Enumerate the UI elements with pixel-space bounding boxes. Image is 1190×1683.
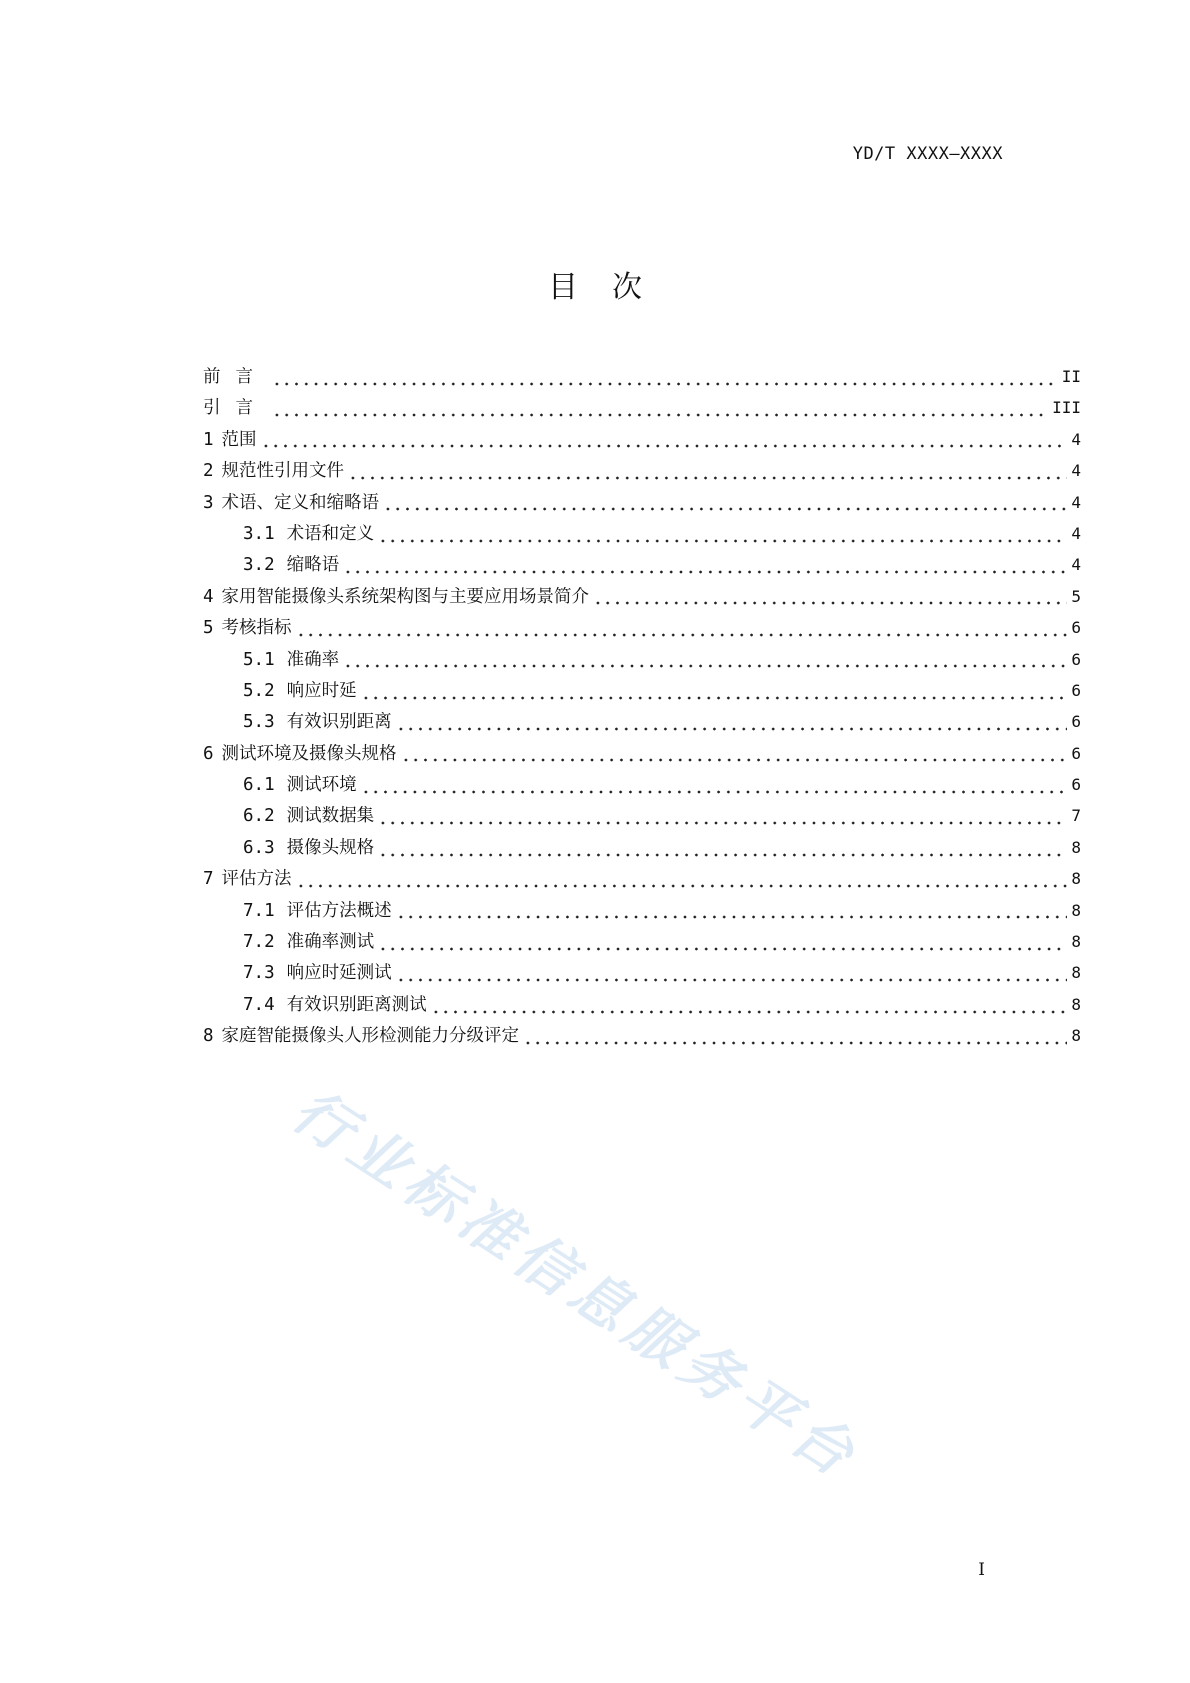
page-number: I [978,1560,985,1580]
toc-entry-page: 8 [1071,869,1081,889]
table-of-contents [203,361,1081,1052]
toc-entry-number: 2 [203,461,214,482]
toc-entry[interactable] [203,675,1081,706]
toc-dot-leader [383,507,1067,511]
document-code: YD/T XXXX—XXXX [852,144,1003,164]
toc-dot-leader [396,915,1068,919]
toc-entry-number: 5.2 [243,680,275,701]
watermark: 行业标准信息服务平台 [280,1075,872,1493]
toc-entry-number: 7 [203,869,214,890]
toc-entry-page: 6 [1071,775,1081,795]
toc-entry-label: 范围 [221,429,257,450]
toc-entry-label: 响应时延测试 [286,963,392,984]
toc-entry-page: III [1052,398,1081,418]
toc-entry-page: 7 [1071,806,1081,826]
toc-entry-page: 8 [1071,994,1081,1014]
toc-entry[interactable] [203,487,1081,518]
toc-entry-label: 响应时延 [286,680,357,701]
toc-entry-number: 6.2 [243,806,275,827]
toc-dot-leader [396,727,1068,731]
toc-dot-leader [296,633,1068,637]
toc-dot-leader [261,444,1068,448]
toc-entry-page: 6 [1071,712,1081,732]
toc-entry-label: 测试环境及摄像头规格 [221,743,397,764]
toc-entry-page: 6 [1071,618,1081,638]
toc-entry[interactable] [203,424,1081,455]
toc-entry-number: 4 [203,586,214,607]
toc-dot-leader [272,413,1048,417]
toc-entry[interactable] [203,518,1081,549]
toc-entry-label: 缩略语 [286,555,340,576]
toc-entry[interactable] [203,895,1081,926]
toc-entry-page: 4 [1071,492,1081,512]
toc-entry[interactable] [203,800,1081,831]
toc-dot-leader [272,382,1058,386]
toc-entry-label: 准确率 [286,649,340,670]
toc-dot-leader [396,978,1068,982]
toc-entry-page: 8 [1071,837,1081,857]
toc-dot-leader [378,539,1067,543]
toc-entry-page: 8 [1071,1026,1081,1046]
toc-dot-leader [361,696,1068,700]
toc-entry-label: 评估方法 [221,869,292,890]
toc-entry-number: 7.1 [243,900,275,921]
toc-entry[interactable] [203,863,1081,894]
toc-entry-label: 规范性引用文件 [221,461,345,482]
page-title: 目次 [548,270,676,305]
toc-dot-leader [378,853,1067,857]
toc-entry-number: 5 [203,618,214,639]
toc-entry-page: 6 [1071,649,1081,669]
toc-entry[interactable] [203,1020,1081,1051]
toc-entry-label: 考核指标 [221,618,292,639]
toc-entry[interactable] [203,612,1081,643]
toc-entry-label: 家庭智能摄像头人形检测能力分级评定 [221,1026,520,1047]
toc-entry-page: 4 [1071,461,1081,481]
toc-entry-label: 测试数据集 [286,806,375,827]
toc-dot-leader [296,884,1068,888]
toc-entry-label: 术语和定义 [286,523,375,544]
toc-entry[interactable] [203,957,1081,988]
toc-entry-page: 8 [1071,963,1081,983]
toc-entry[interactable] [203,926,1081,957]
toc-dot-leader [593,601,1067,605]
toc-entry-number: 3 [203,492,214,513]
toc-entry-page: 6 [1071,680,1081,700]
toc-entry-label: 测试环境 [286,775,357,796]
toc-entry-page: II [1061,367,1081,386]
toc-dot-leader [523,1041,1067,1045]
toc-dot-leader [378,947,1067,951]
toc-dot-leader [343,664,1067,668]
toc-entry[interactable] [203,738,1081,769]
toc-entry[interactable] [203,392,1081,423]
toc-entry-page: 5 [1071,586,1081,606]
toc-dot-leader [401,758,1068,762]
toc-entry-label: 术语、定义和缩略语 [221,492,380,513]
toc-entry[interactable] [203,455,1081,486]
toc-entry[interactable] [203,549,1081,580]
toc-entry-page: 8 [1071,932,1081,952]
toc-entry-label: 引言 [203,398,268,419]
toc-entry-number: 6.3 [243,837,275,858]
toc-entry-number: 6 [203,743,214,764]
toc-entry-number: 5.3 [243,712,275,733]
toc-entry-label: 准确率测试 [286,932,375,953]
toc-entry-label: 前言 [203,367,268,387]
toc-entry-page: 4 [1071,429,1081,449]
toc-entry[interactable] [203,832,1081,863]
toc-entry-label: 评估方法概述 [286,900,392,921]
toc-entry-label: 摄像头规格 [286,837,375,858]
toc-entry-page: 4 [1071,555,1081,575]
toc-entry-number: 1 [203,429,214,450]
toc-entry[interactable] [203,769,1081,800]
toc-entry-number: 6.1 [243,775,275,796]
toc-entry-number: 7.3 [243,963,275,984]
toc-entry[interactable] [203,361,1081,392]
toc-entry-number: 3.2 [243,555,275,576]
toc-dot-leader [343,570,1067,574]
toc-dot-leader [361,790,1068,794]
toc-entry[interactable] [203,581,1081,612]
toc-entry[interactable] [203,644,1081,675]
toc-entry-label: 有效识别距离测试 [286,994,427,1015]
toc-dot-leader [378,821,1067,825]
toc-entry[interactable] [203,989,1081,1020]
toc-entry-page: 4 [1071,523,1081,543]
toc-entry-number: 5.1 [243,649,275,670]
toc-entry-number: 3.1 [243,523,275,544]
toc-entry-label: 有效识别距离 [286,712,392,733]
toc-entry-page: 8 [1071,900,1081,920]
toc-entry[interactable] [203,706,1081,737]
toc-entry-number: 7.2 [243,932,275,953]
toc-entry-page: 6 [1071,743,1081,763]
toc-dot-leader [431,1010,1068,1014]
toc-entry-number: 7.4 [243,994,275,1015]
toc-entry-number: 8 [203,1026,214,1047]
toc-entry-label: 家用智能摄像头系统架构图与主要应用场景简介 [221,586,590,607]
toc-dot-leader [348,476,1067,480]
